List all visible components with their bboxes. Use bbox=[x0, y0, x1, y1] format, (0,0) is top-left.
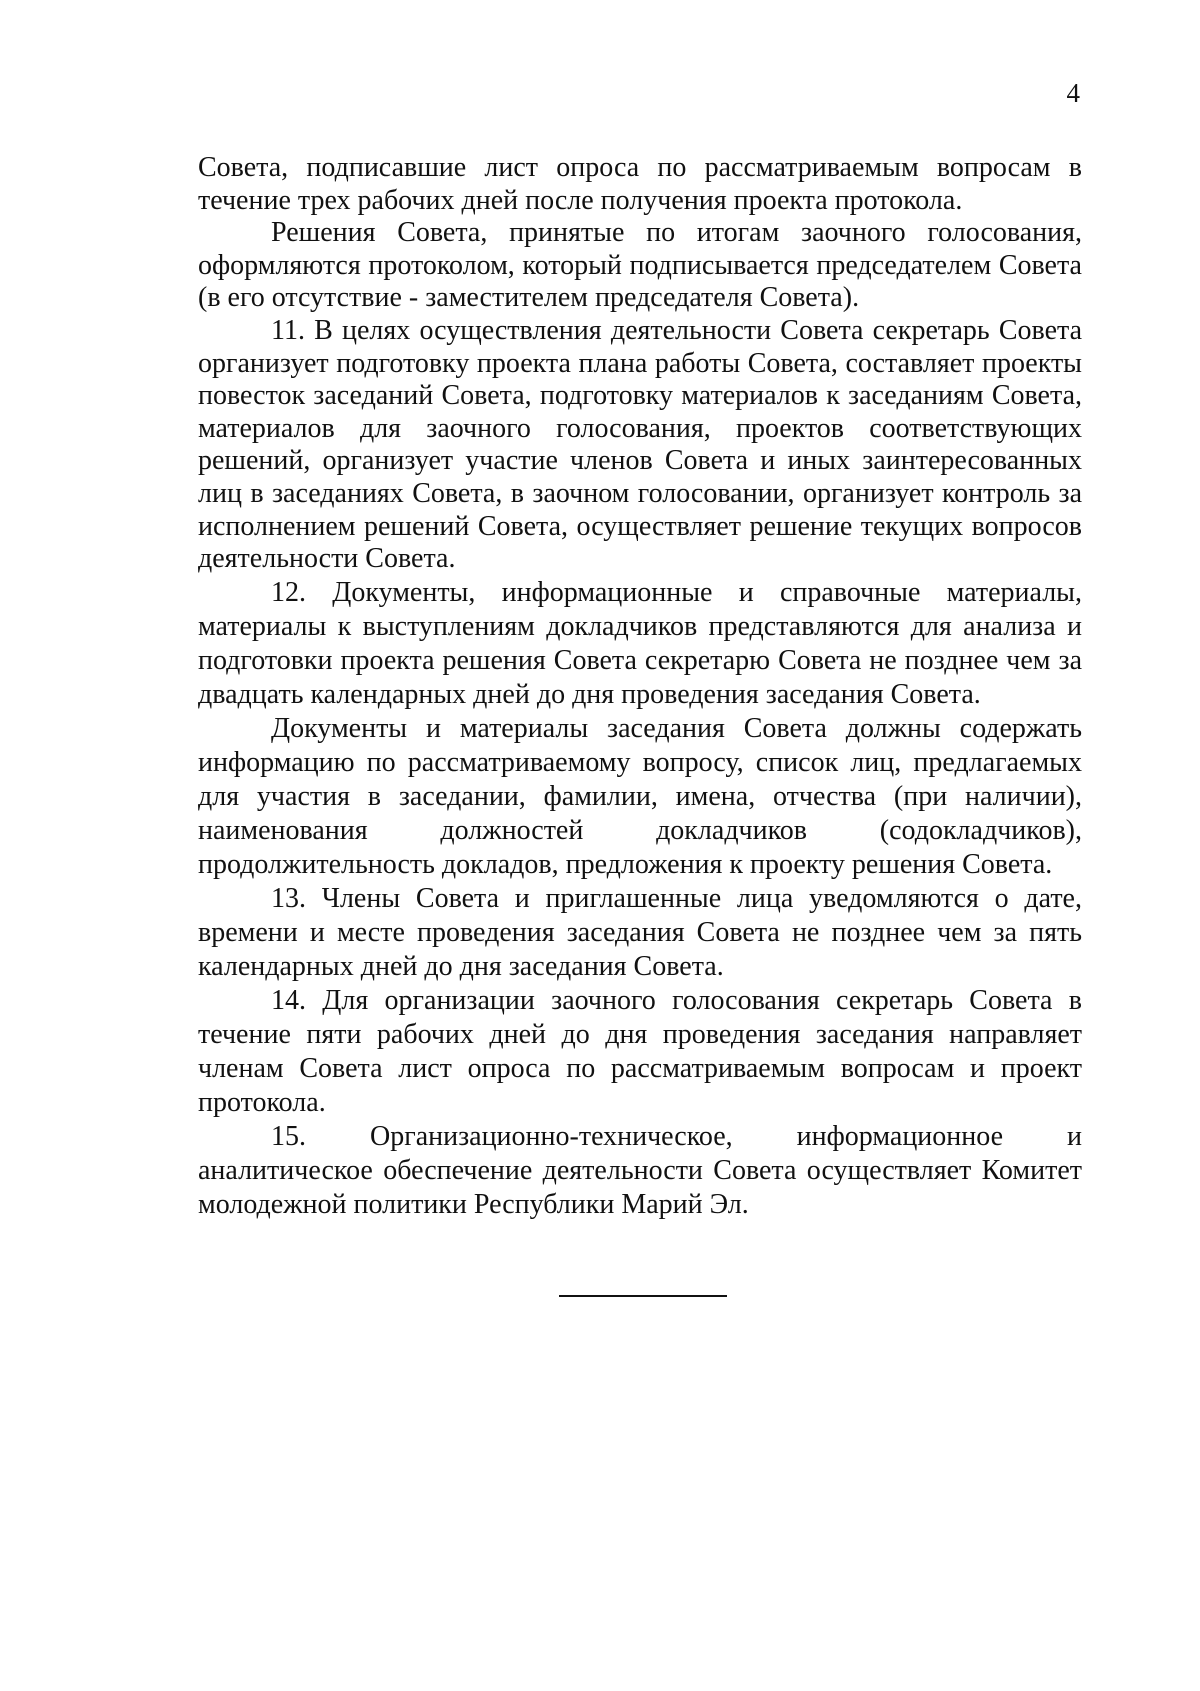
page-number: 4 bbox=[1066, 78, 1080, 108]
paragraph-item-13: 13. Члены Совета и приглашенные лица уведомляются о дате, времени и месте проведения заседания Совета не позднее чем за пять календарных дней до дня заседания Совета. bbox=[198, 882, 1082, 982]
paragraph-item-11: 11. В целях осуществления деятельности Совета секретарь Совета организует подготовку проекта плана работы Совета, составляет проекты повесток заседаний Совета, подготовку материалов к заседаниям Совета, материалов для заочного голосования, проектов соответствующих решений, организует участие членов Совета и иных заинтересованных лиц в заседаниях Совета, в заочном голосовании, организует контроль за исполнением решений Совета, осуществляет решение текущих вопросов деятельности Совета. bbox=[198, 314, 1082, 575]
paragraph-item-14: 14. Для организации заочного голосования секретарь Совета в течение пяти рабочих дней до дня проведения заседания направляет членам Совета лист опроса по рассматриваемым вопросам и проект протокола. bbox=[198, 984, 1082, 1118]
paragraph-decisions-protocol: Решения Совета, принятые по итогам заочного голосования, оформляются протоколом, который подписывается председателем Совета (в его отсутствие - заместителем председателя Совета). bbox=[198, 217, 1082, 314]
paragraph-continuation: Совета, подписавшие лист опроса по рассматриваемым вопросам в течение трех рабочих дней после получения проекта протокола. bbox=[198, 152, 1082, 216]
document-body bbox=[198, 152, 1082, 1222]
paragraph-item-12: 12. Документы, информационные и справочные материалы, материалы к выступлениям докладчиков представляются для анализа и подготовки проекта решения Совета секретарю Совета не позднее чем за двадцать календарных дней до дня проведения заседания Совета. bbox=[198, 576, 1082, 710]
paragraph-item-15: 15. Организационно-техническое, информационное и аналитическое обеспечение деятельности Совета осуществляет Комитет молодежной политики Республики Марий Эл. bbox=[198, 1120, 1082, 1220]
paragraph-materials-content: Документы и материалы заседания Совета должны содержать информацию по рассматриваемому вопросу, список лиц, предлагаемых для участия в заседании, фамилии, имена, отчества (при наличии), наименования должностей докладчиков (содокладчиков), продолжительность докладов, предложения к проекту решения Совета. bbox=[198, 712, 1082, 880]
end-of-document-rule bbox=[559, 1295, 727, 1297]
